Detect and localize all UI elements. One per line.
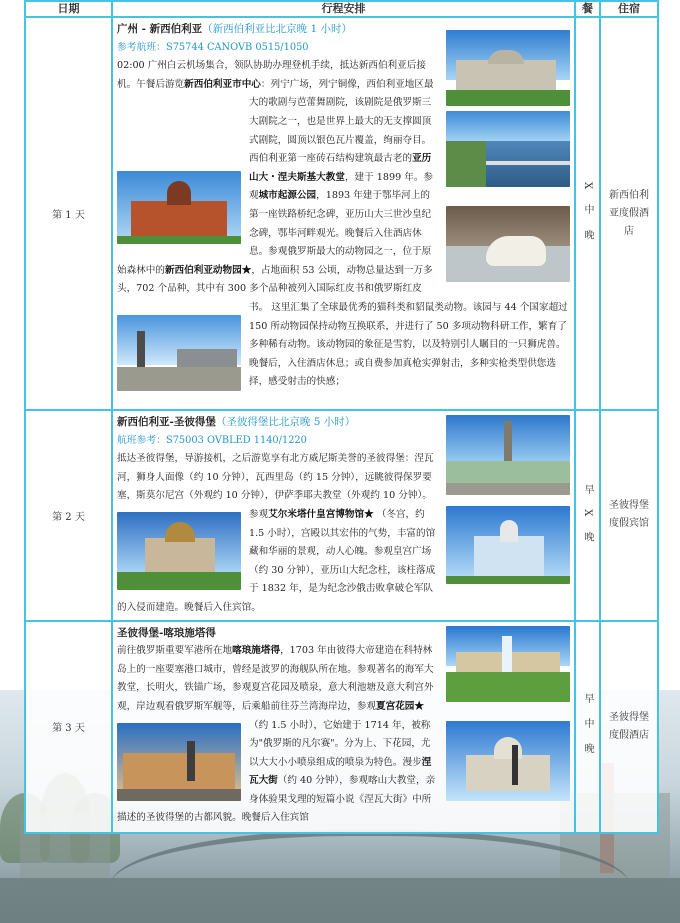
plan-cell — [112, 621, 575, 833]
polar-bear-photo — [446, 206, 570, 282]
meal-cell: X 中 晚 — [575, 17, 600, 410]
day2-text-2: （冬宫，约 1.5 小时），宫殿以其宏伟的气势，丰富的馆藏和华丽的景观，动人心魄。参观皇宫广场（约 30 分钟），亚历山大纪念柱，该柱落成于 1832 年，是为纪念沙俄击败拿破仑军队的入侵而建造。晚餐后入住宾馆。 — [117, 508, 436, 613]
naval-cathedral-photo — [446, 721, 570, 801]
day-label: 第 3 天 — [25, 621, 112, 833]
peterhof-fountain-photo — [446, 626, 570, 702]
table-row — [25, 621, 658, 833]
header-day: 日期 — [25, 1, 112, 17]
day1-text-2: ：列宁广场，列宁铜像，西伯利亚地区最大的歌剧与芭蕾舞剧院，该剧院是俄罗斯三大剧院之一，也是世界上最大的无支撑圆顶式剧院，圆顶以银色瓦片覆盖，绚丽夺目。西伯利亚第一座砖石结构建筑最古老的 — [249, 78, 434, 165]
meal-cell: 早 中 晚 — [575, 621, 600, 833]
plan-cell — [112, 410, 575, 621]
day2-highlight-hermitage: 艾尔米塔什皇宫博物馆★ — [268, 508, 374, 520]
day1-highlight-zoo: 新西伯利亚动物园★ — [164, 264, 252, 276]
table-row — [25, 410, 658, 621]
hotel-cell: 圣彼得堡度假酒店 — [600, 621, 658, 833]
city-square-photo — [117, 315, 241, 391]
smolny-cathedral-photo — [446, 506, 570, 584]
palace-square-photo — [446, 415, 570, 495]
day-route: 新西伯利亚-圣彼得堡（圣彼得堡比北京晚 5 小时） — [117, 416, 356, 428]
flight-info: 参考航班：S75744 CANOVB 0515/1050 — [117, 41, 309, 53]
plan-cell — [112, 17, 575, 410]
day3-highlight-nevsky: 涅瓦大街 — [249, 756, 432, 787]
day1-highlight-city-center: 新西伯利亚市中心 — [184, 78, 261, 90]
day3-text-3: （约 1.5 小时），它始建于 1714 年，被称为"俄罗斯的凡尔赛"。分为上、下花园，尤以大大小小喷泉组成的喷泉为特色。漫步 — [249, 719, 431, 768]
opera-theatre-photo — [446, 30, 570, 106]
day2-text-1: 抵达圣彼得堡，导游接机，之后游览享有北方威尼斯美誉的圣彼得堡：涅瓦河，狮身人面像（约 10 分钟），瓦西里岛（约 15 分钟），远眺彼得保罗要塞，斯莫尔尼宫（外观约 10 分钟），伊萨季耶夫教堂（外观约 10 分钟）。参观 — [117, 453, 434, 520]
day1-text-5: ，占地面积 53 公顷，动物总量达到一万多头，702 个品种，其中有 300 多个品种被列入国际红皮书和俄罗斯红皮书。 — [117, 264, 433, 313]
meal-cell: 早 X 晚 — [575, 410, 600, 621]
day1-text-6: 这里汇集了全球最优秀的猫科类和貂鼠类动物。该园与 44 个国家超过 150 所动物园保持动物互换联系，并进行了 50 多项动物科研工作，繁育了多种稀有动物。该动物园的象征是雪豹，以及特别引人瞩目的一只狮虎兽。晚餐后，入住酒店休息；或自费参加真枪实弹射击，多种实枪类型供您选择，感受射击的快感； — [249, 301, 568, 388]
itinerary-table — [24, 0, 659, 834]
day1-highlight-cathedral: 亚历山大・涅夫斯基大教堂 — [249, 153, 432, 183]
day1-highlight-park: 城市起源公园 — [258, 190, 317, 202]
flight-info: 航班参考：S75003 OVBLED 1140/1220 — [117, 434, 307, 446]
nevsky-prospect-photo — [117, 723, 241, 801]
day-label: 第 1 天 — [25, 17, 112, 410]
day3-text-1: 前往俄罗斯重要军港所在地 — [117, 645, 233, 657]
day-label: 第 2 天 — [25, 410, 112, 621]
day1-text-3: ，建于 1899 年。参观 — [249, 171, 434, 202]
day-route: 广州 - 新西伯利亚（新西伯利亚比北京晚 1 小时） — [117, 23, 353, 35]
day1-text-4: ，1893 年建于鄂毕河上的第一座铁路桥纪念碑，亚历山大三世沙皇纪念碑，鄂毕河畔观光。晚餐后入住酒店休息。参观俄罗斯最大的动物园之一，位于原始森林中的 — [117, 190, 432, 276]
day3-text-2: ，1703 年由彼得大帝建造在科特林岛上的一座要塞港口城市，曾经是波罗的海舰队所在地。参观著名的海军大教堂，长明火，铁锚广场，参观夏宫花园及喷泉，意大利池塘及意大利宫外观，岸边观看俄罗斯军舰等，后乘船前往芬兰湾海岸边，参观 — [117, 645, 434, 712]
st-isaac-cathedral-photo — [117, 512, 241, 590]
cathedral-photo — [117, 171, 241, 244]
hotel-cell: 圣彼得堡度假宾馆 — [600, 410, 658, 621]
header-plan: 行程安排 — [112, 1, 575, 17]
day1-text-1: 02:00 广州白云机场集合，领队协助办理登机手续，抵达新西伯利亚后接机。午餐后游览 — [117, 60, 426, 90]
header-hotel: 住宿 — [600, 1, 658, 17]
day3-highlight-summer-palace: 夏宫花园★ — [376, 700, 424, 712]
header-meal: 餐 — [575, 1, 600, 17]
river-bridge-photo — [446, 111, 570, 187]
day-route: 圣彼得堡-喀琅施塔得 — [117, 626, 216, 639]
header-row — [25, 1, 658, 17]
hotel-cell: 新西伯利亚度假酒店 — [600, 17, 658, 410]
table-row — [25, 17, 658, 410]
day3-text-4: （约 40 分钟），参观喀山大教堂，亲身体验果戈理的短篇小说《涅瓦大街》中所描述的圣彼得堡的古都风貌。晚餐后入住宾馆 — [117, 775, 436, 824]
day3-highlight-kronstadt: 喀琅施塔得 — [232, 645, 281, 657]
